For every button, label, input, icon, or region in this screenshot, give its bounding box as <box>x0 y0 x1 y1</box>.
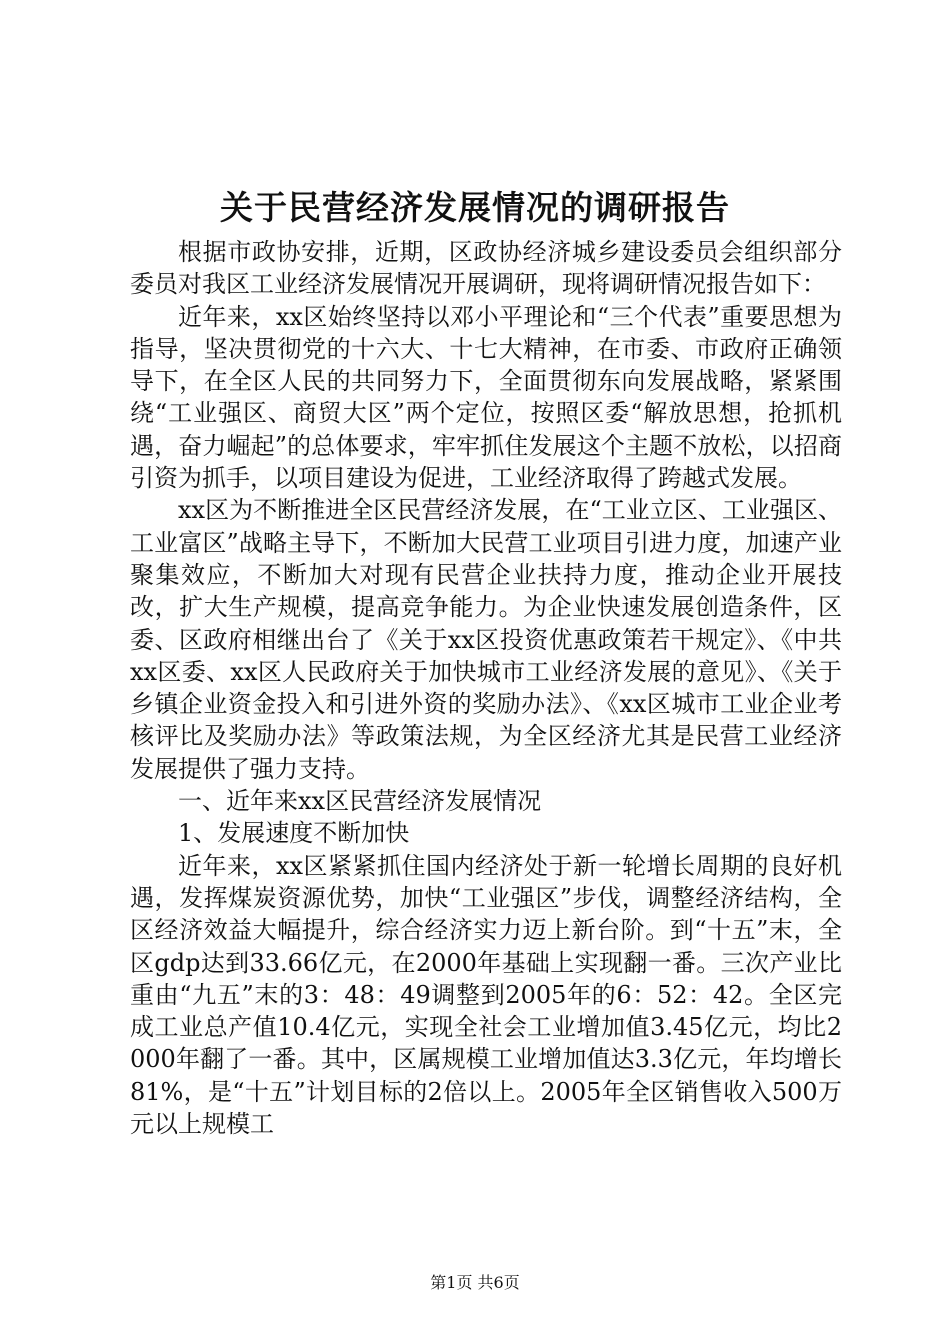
section-heading: 一、近年来xx区民营经济发展情况 <box>178 787 542 816</box>
body-paragraph: 根据市政协安排，近期，区政协经济城乡建设委员会组织部分委员对我区工业经济发展情况开展调研，现将调研情况报告如下： <box>130 238 842 299</box>
subsection-heading: 1、发展速度不断加快 <box>178 819 410 848</box>
document-title: 关于民营经济发展情况的调研报告 <box>220 188 730 227</box>
page-number-footer: 第1页 共6页 <box>430 1273 520 1292</box>
body-paragraph: xx区为不断推进全区民营经济发展，在“工业立区、工业强区、工业富区”战略主导下，不断加大民营工业项目引进力度，加速产业聚集效应，不断加大对现有民营企业扶持力度，推动企业开展技改，扩大生产规模，提高竞争能力。为企业快速发展创造条件，区委、区政府相继出台了《关于xx区投资优惠政策若干规定》、《中共xx区委、xx区人民政府关于加快城市工业经济发展的意见》、《关于乡镇企业资金投入和引进外资的奖励办法》、《xx区城市工业企业考核评比及奖励办法》等政策法规，为全区经济尤其是民营工业经济发展提供了强力支持。 <box>130 496 842 783</box>
body-paragraph: 近年来，xx区紧紧抓住国内经济处于新一轮增长周期的良好机遇，发挥煤炭资源优势，加快“工业强区”步伐，调整经济结构，全区经济效益大幅提升，综合经济实力迈上新台阶。到“十五”末，全区gdp达到33.66亿元，在2000年基础上实现翻一番。三次产业比重由“九五”末的3：48：49调整到2005年的6：52：42。全区完成工业总产值10.4亿元，实现全社会工业增加值3.45亿元，均比2000年翻了一番。其中，区属规模工业增加值达3.3亿元，年均增长81%，是“十五”计划目标的2倍以上。2005年全区销售收入500万元以上规模工 <box>130 851 842 1139</box>
document-body <box>130 236 842 1140</box>
body-paragraph: 近年来，xx区始终坚持以邓小平理论和“三个代表”重要思想为指导，坚决贯彻党的十六大、十七大精神，在市委、市政府正确领导下，在全区人民的共同努力下，全面贯彻东向发展战略，紧紧围绕“工业强区、商贸大区”两个定位，按照区委“解放思想，抢抓机遇，奋力崛起”的总体要求，牢牢抓住发展这个主题不放松，以招商引资为抓手，以项目建设为促进，工业经济取得了跨越式发展。 <box>130 302 842 493</box>
